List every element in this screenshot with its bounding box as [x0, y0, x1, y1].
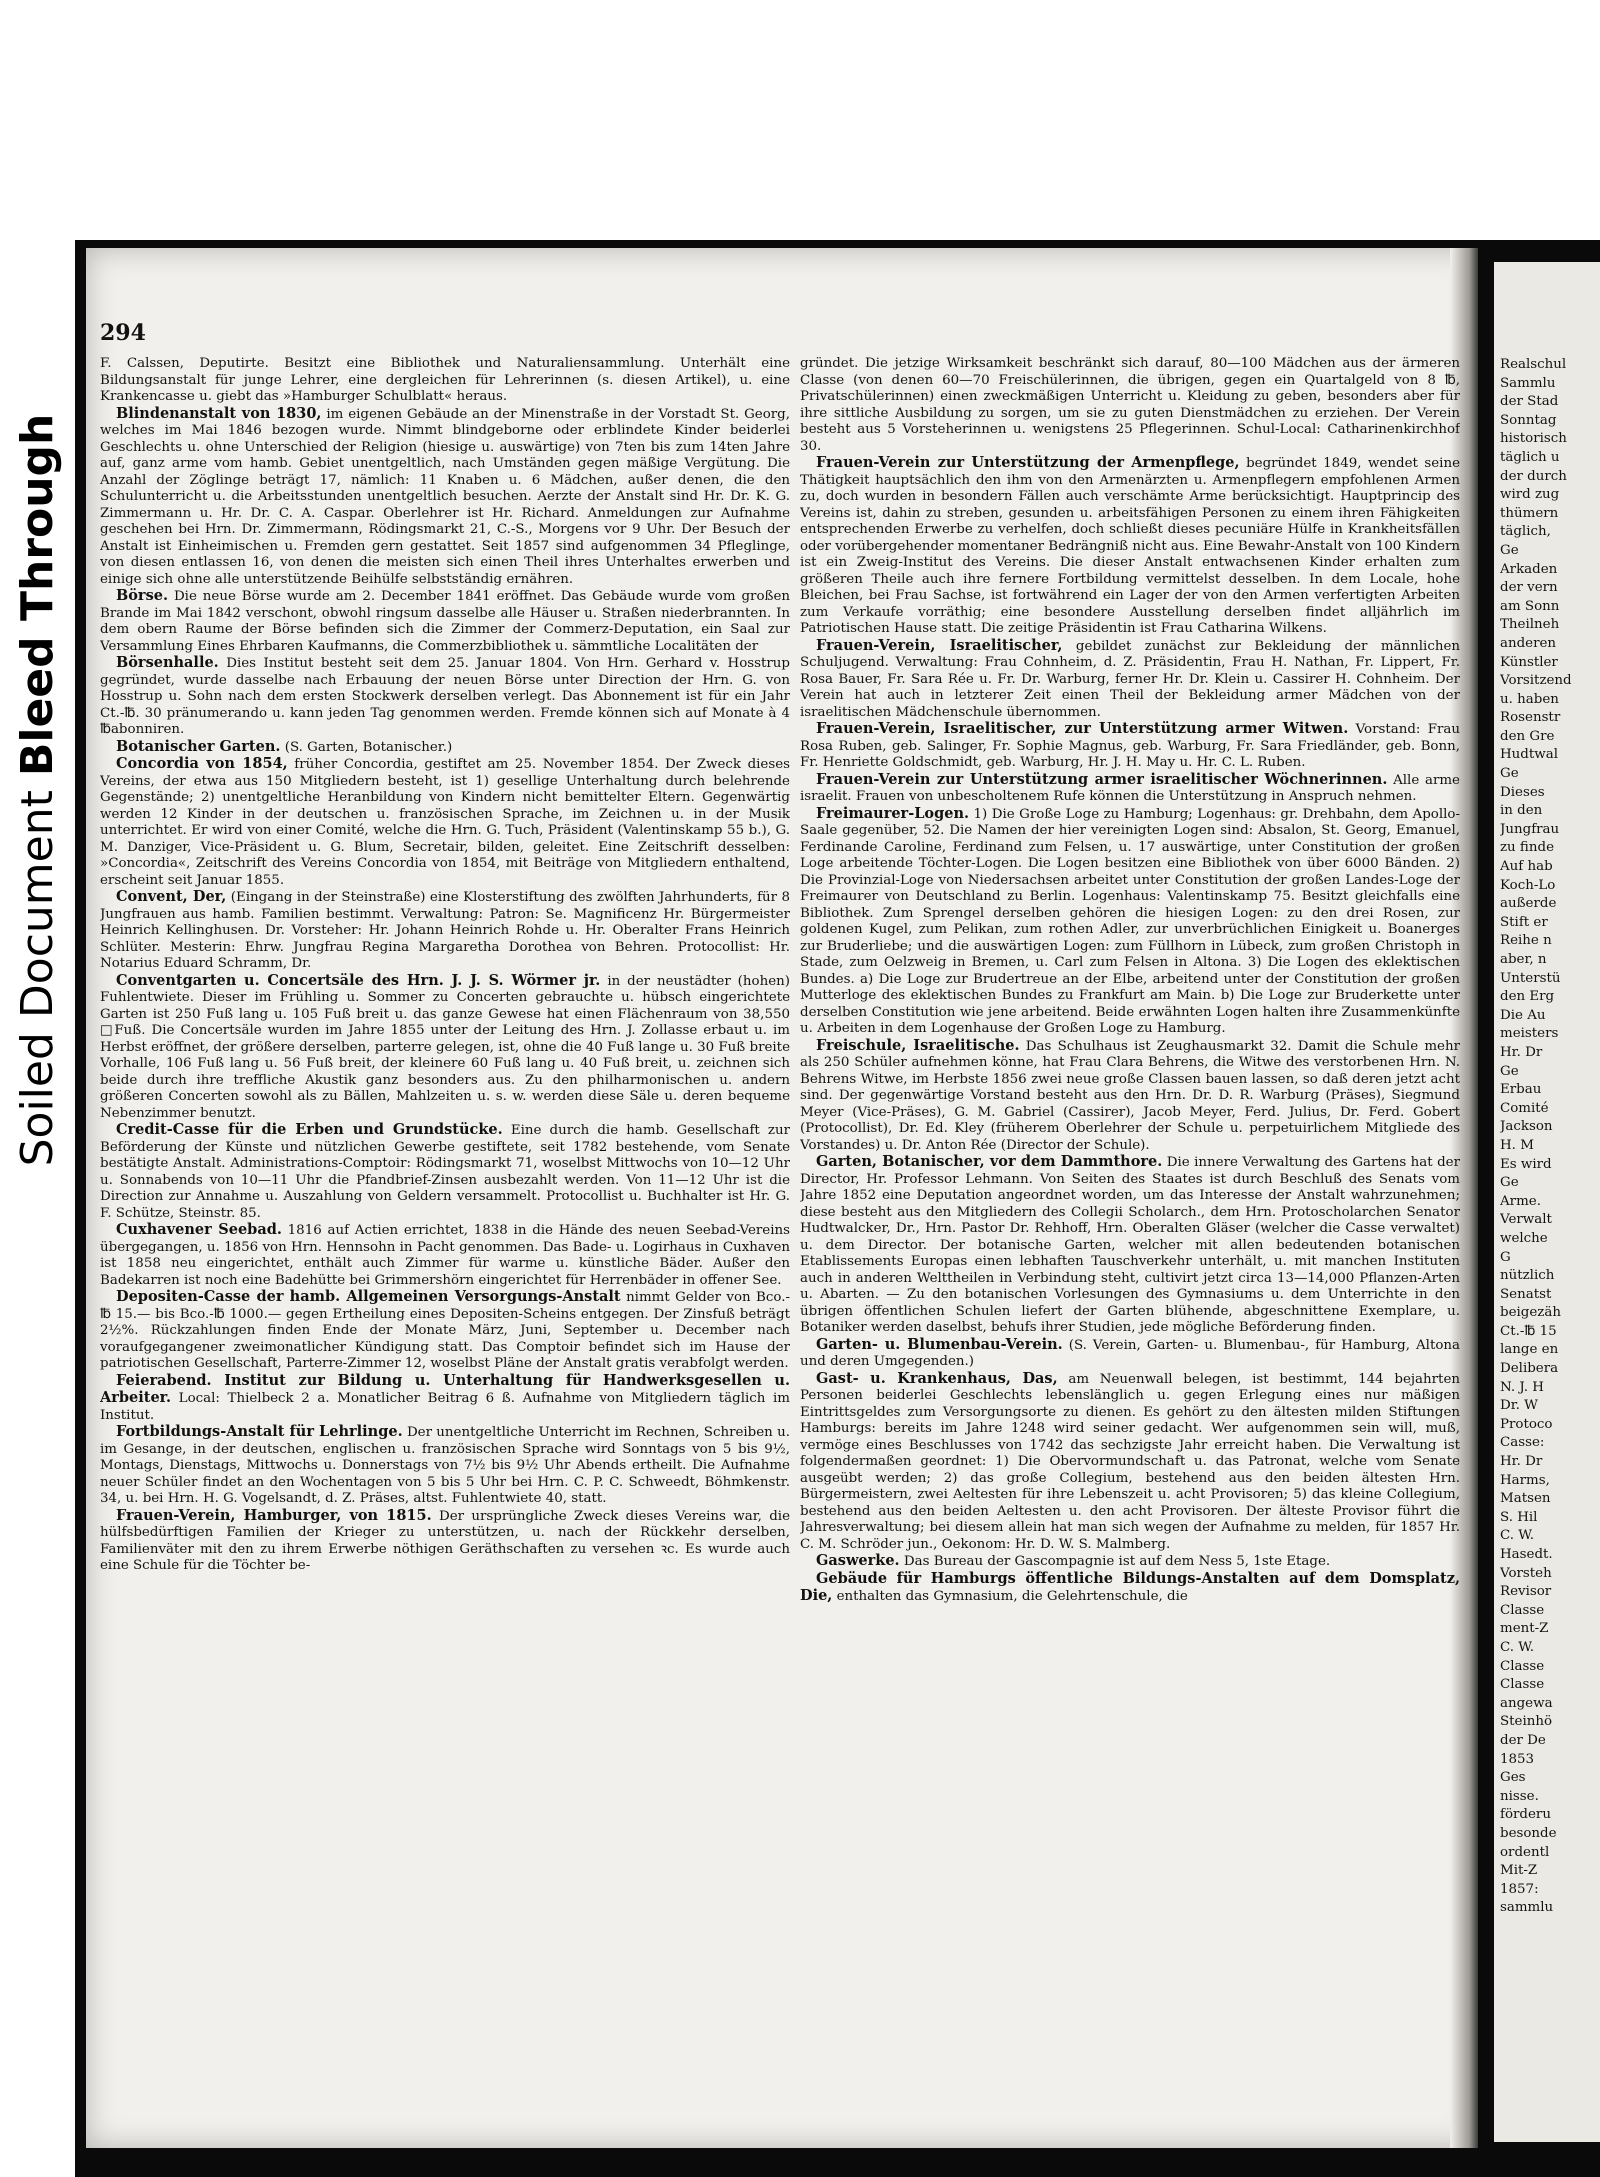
right-page-fragment: u. haben	[1500, 691, 1559, 707]
entry	[100, 1289, 790, 1373]
entry	[800, 1553, 1460, 1571]
entry-heading: Freimaurer-Logen.	[816, 804, 970, 822]
right-page-fragment: Ge	[1500, 1175, 1519, 1191]
right-page-fragment: Es wird	[1500, 1156, 1552, 1172]
right-page-fragment: C. W.	[1500, 1639, 1534, 1655]
entry-heading: Garten- u. Blumenbau-Verein.	[816, 1335, 1063, 1353]
entry-heading: Freischule, Israelitische.	[816, 1036, 1020, 1054]
right-page-fragment: N. J. H	[1500, 1379, 1544, 1395]
entry	[800, 1038, 1460, 1155]
right-page-fragment: C. W.	[1500, 1528, 1534, 1544]
right-page-fragment: zu finde	[1500, 840, 1554, 856]
entry-heading: Frauen-Verein, Hamburger, von 1815.	[116, 1506, 432, 1524]
entry	[100, 1222, 790, 1289]
entry-text: Das Bureau der Gascompagnie ist auf dem Ness 5, 1ste Etage.	[903, 1554, 1331, 1569]
right-page-fragment: täglich,	[1500, 524, 1551, 540]
entry	[800, 806, 1460, 1038]
entry-heading: Frauen-Verein, Israelitischer, zur Unterstützung armer Witwen.	[816, 720, 1349, 737]
entry	[100, 1122, 790, 1222]
entry-text: F. Calssen, Deputirte. Besitzt eine Bibliothek und Naturaliensammlung. Unterhält eine Bildungsanstalt für junge Lehrer, eine dergleichen für Lehrerinnen (s. diesen Artikel), u. eine Krankencasse u. giebt das »Hamburger Schulblatt« heraus.	[100, 356, 790, 404]
right-page-fragment: Hr. Dr	[1500, 1044, 1543, 1060]
entry-text: Das Schulhaus ist Zeughausmarkt 32. Damit die Schule mehr als 250 Schüler aufnehmen könne, hat Frau Clara Behrens, die Witwe des verstorbenen Hrn. N. Behrens Witwe, im Herbste 1856 zwei neue große Classen bauen lassen, so daß deren jetzt acht sind. Der gegenwärtige Vorstand besteht aus den Hrn. Dr. D. R. Warburg (Präses), Siegmund Meyer (Vice-Präses), G. M. Gabriel (Cassirer), Jacob Meyer, Ferd. Julius, Dr. Ferd. Gobert (Protocollist), Dr. Ed. Kley (früherem Oberlehrer der Schule u. perpetuirlichem Mitgliede des Vorstandes) u. Dr. Anton Rée (Director der Schule).	[800, 1038, 1460, 1153]
right-page-fragment: den Gre	[1500, 728, 1555, 744]
right-page-fragment: lange en	[1500, 1342, 1559, 1358]
entry-text: gründet. Die jetzige Wirksamkeit beschränkt sich darauf, 80—100 Mädchen aus der ärmeren Classe (von denen 60—70 Freischülerinnen, die übrigen, gegen ein Quartalgeld von 8 ℔, Privatschülerinnen) einen zweckmäßigen Unterricht u. Kleidung zu geben, besonders aber für ihre sittliche Ausbildung zu sorgen, um sie zu guten Dienstmädchen zu erziehen. Der Verein besteht aus 5 Vorsteherinnen u. wenigstens 25 Pflegerinnen. Schul-Local: Catharinenkirchhof 30.	[800, 356, 1460, 454]
right-page-fragment: Rosenstr	[1500, 710, 1561, 726]
entry-text: in der neustädter (hohen) Fuhlentwiete. Dieser im Frühling u. Sommer zu Concerten gebrauchte u. hübsch eingerichtete Garten ist 250 Fuß lang u. 105 Fuß breit u. das ganze Gewese hat einen Flächenraum von 38,550 □Fuß. Die Concertsäle wurden im Jahre 1855 unter der Leitung des Hrn. J. Zollasse erbaut u. im Herbst eröffnet, der größere derselben, parterre gelegen, ist, ohne die 40 Fuß lange u. 30 Fuß breite Vorhalle, 106 Fuß lang u. 56 Fuß breit, der kleinere 60 Fuß lang u. 40 Fuß breit, u. zeichnen sich beide durch ihre treffliche Akustik ganz besonders aus. Zu den philharmonischen u. andern größeren Concerten sowohl als zu Bällen, Mahlzeiten u. s. w. werden diese Säle u. deren bequeme Nebenzimmer benutzt.	[100, 973, 790, 1121]
entry	[100, 356, 790, 406]
right-page-fragment: Unterstü	[1500, 970, 1561, 986]
entry-text: Alle arme israelit. Frauen von unbescholtenem Rufe können die Unterstützung in Anspruch nehmen.	[800, 772, 1460, 804]
right-page-fragment: besonde	[1500, 1825, 1557, 1841]
entry-heading: Frauen-Verein zur Unterstützung armer israelitischer Wöchnerinnen.	[816, 770, 1388, 788]
entry-heading: Börse.	[116, 587, 169, 604]
entry	[800, 455, 1460, 638]
entry	[100, 1373, 790, 1425]
right-page-fragment: Vorsteh	[1500, 1565, 1552, 1581]
entry-text: gebildet zunächst zur Bekleidung der männlichen Schuljugend. Verwaltung: Frau Cohnheim, d. Z. Präsidentin, Frau H. Nathan, Fr. Lippert, Fr. Rosa Bauer, Fr. Sara Rée u. Fr. Dr. Warburg, ferner Hr. Dr. Klein u. Cassirer H. Cohnheim. Der Verein hat auch in letzterer Zeit einen Theil der Bekleidung armer Mädchen von der israelitischen Mädchenschule übernommen.	[800, 638, 1460, 720]
entry	[100, 1508, 790, 1575]
right-page-fragment: welche	[1500, 1230, 1548, 1246]
right-page-fragment: Koch-Lo	[1500, 877, 1556, 893]
right-page-fragment: Casse:	[1500, 1435, 1545, 1451]
right-page-fragment: aber, n	[1500, 952, 1547, 967]
entry-heading: Feierabend. Institut zur Bildung u. Unterhaltung für Handwerksgesellen u. Arbeiter.	[100, 1371, 790, 1406]
right-page-fragment: Ges	[1500, 1770, 1526, 1786]
entry-heading: Credit-Casse für die Erben und Grundstücke.	[116, 1121, 503, 1138]
right-page-fragment: Realschul	[1500, 357, 1567, 372]
right-page-fragment: Classe	[1500, 1677, 1545, 1693]
right-page-fragment: förderu	[1500, 1807, 1551, 1823]
right-page-fragment: Reihe n	[1500, 933, 1552, 949]
right-page-fragment: meisters	[1500, 1026, 1559, 1042]
right-page-fragment: außerde	[1500, 896, 1557, 912]
right-page-fragment: der durch	[1500, 468, 1567, 484]
page-number: 294	[100, 320, 146, 346]
right-page-fragment: Erbau	[1500, 1082, 1542, 1098]
right-page-fragment: Die Au	[1500, 1007, 1546, 1023]
entry-heading: Botanischer Garten.	[116, 737, 281, 755]
right-page-fragment: Classe	[1500, 1602, 1545, 1618]
entry	[100, 889, 790, 973]
entry-text: begründet 1849, wendet seine Thätigkeit hauptsächlich den ihm von den Armenärzten u. Armenpflegern empfohlenen Armen zu, doch wurden in besondern Fällen auch verschämte Arme berücksichtigt. Hauptprincip des Vereins ist, dahin zu streben, gesunden u. arbeitsfähigen Personen zu einem ihren Fähigkeiten entsprechenden Erwerbe zu verhelfen, doch schließt dieses pecuniäre Hülfe in Krankheitsfällen oder vorübergehender momentaner Bedrängniß nicht aus. Eine Bewahr-Anstalt von 100 Kindern ist ein Zweig-Institut des Vereins. Die dieser Anstalt entwachsenen Kinder erhalten zum größeren Theile auch ihre fernere Fortbildung vermittelst desselben. In dem Locale, hohe Bleichen, bei Frau Sachse, ist fortwährend ein Lager der von den Armen verfertigten Arbeiten zum Verkaufe vorräthig; eine besondere Ausstellung derselben findet alljährlich im Patriotischen Hause statt. Die zeitige Präsidentin ist Frau Catharina Wilkens.	[800, 456, 1460, 636]
right-page-fragment: historisch	[1500, 431, 1567, 447]
entry-text: (S. Garten, Botanischer.)	[284, 739, 453, 755]
right-page-fragment: Ct.-℔ 15	[1500, 1323, 1557, 1339]
entry-heading: Convent, Der,	[116, 888, 227, 905]
right-page-fragment: Harms,	[1500, 1472, 1550, 1488]
entry	[100, 739, 790, 757]
right-page-fragment: Auf hab	[1500, 859, 1553, 875]
right-page-fragment: Classe	[1500, 1658, 1545, 1674]
right-page-fragment: 1857:	[1500, 1881, 1539, 1897]
entry-heading: Gast- u. Krankenhaus, Das,	[816, 1369, 1058, 1387]
right-page-fragment: beigezäh	[1500, 1305, 1561, 1321]
right-page-fragment: anderen	[1500, 635, 1557, 651]
right-page-fragment: Arkaden	[1500, 561, 1558, 577]
right-page-fragment: Ge	[1500, 766, 1519, 782]
entry-heading: Blindenanstalt von 1830,	[116, 404, 322, 422]
entry-heading: Garten, Botanischer, vor dem Dammthore.	[816, 1153, 1163, 1170]
right-page-fragment: G	[1500, 1249, 1511, 1265]
right-page-fragment: in den	[1500, 803, 1543, 819]
entry	[800, 1337, 1460, 1371]
entry	[100, 756, 790, 889]
entry	[800, 721, 1460, 772]
right-text-column	[800, 356, 1460, 2116]
right-page-fragment: wird zug	[1500, 487, 1560, 503]
right-page-text-fragments	[1500, 356, 1600, 2116]
right-page-fragment: Steinhö	[1500, 1714, 1553, 1730]
entry-text: enthalten das Gymnasium, die Gelehrtenschule, die	[836, 1589, 1188, 1604]
entry-heading: Frauen-Verein zur Unterstützung der Armenpflege,	[816, 454, 1240, 471]
right-page-fragment: Ge	[1500, 542, 1519, 558]
entry	[800, 772, 1460, 806]
watermark-prefix: Soiled Document	[11, 790, 63, 1167]
entry-heading: Frauen-Verein, Israelitischer,	[816, 636, 1063, 654]
entry	[100, 973, 790, 1123]
right-page-fragment: Künstler	[1500, 654, 1558, 670]
right-page-fragment: thümern	[1500, 505, 1559, 521]
entry	[100, 588, 790, 655]
entry-text: am Neuenwall belegen, ist bestimmt, 144 bejahrten Personen beiderlei Geschlechts lebenslänglich u. gegen Erlegung eines nur mäßigen Eintrittsgeldes zum Versorgungsorte zu dienen. Es gehört zu den ältesten milden Stiftungen Hamburgs: bereits im Jahre 1248 wird seiner gedacht. Wer aufgenommen sein will, muß, vermöge eines Beschlusses von 1742 das sechzigste Jahr erreicht haben. Die Verwaltung ist folgendermaßen geordnet: 1) Die Obervormundschaft u. das Patronat, welche vom Senate ausgeübt werden; 2) das große Collegium, bestehend aus den beiden ältesten Hrn. Bürgermeistern, zwei Aeltesten für ihre Lebenszeit u. acht Provisoren; 5) das kleine Collegium, bestehend aus den beiden Aeltesten u. den acht Provisoren. Der älteste Provisor führt die Jahresverwaltung; bei diesem allein hat man sich wegen der Aufnahme zu melden, für 1857 Hr. C. M. Schröder jun., Oekonom: Hr. D. W. S. Malmberg.	[800, 1371, 1460, 1552]
right-page-fragment: Mit-Z	[1500, 1863, 1538, 1879]
entry-text: Dies Institut besteht seit dem 25. Januar 1804. Von Hrn. Gerhard v. Hosstrup gegründet, wurde dasselbe nach Erbauung der neuen Börse unter Direction der Hrn. G. von Hosstrup u. Sohn nach dem ersten Stockwerk derselben verlegt. Das Abonnement ist für ein Jahr Ct.-℔. 30 pränumerando u. kann jeden Tag genommen werden. Fremde können sich auf Monate à 4 ℔abonniren.	[100, 656, 790, 737]
right-page-fragment: Hudtwal	[1500, 747, 1558, 763]
entry	[800, 1571, 1460, 1606]
entry-text: früher Concordia, gestiftet am 25. November 1854. Der Zweck dieses Vereins, der etwa aus 150 Mitgliedern besteht, ist 1) gesellige Unterhaltung durch belehrende Gegenstände; 2) unentgeltliche Heranbildung von Kindern nicht bemittelter Eltern. Gegenwärtig werden 12 Kinder in der deutschen u. französischen Sprache, im Zeichnen u. in der Musik unterrichtet. Er wird von einer Comité, welche die Hrn. G. Tuch, Präsident (Valentinskamp 55 b.), G. M. Danziger, Vice-Präsident u. G. Blum, Secretair, bilden, geleitet. Eine Zeitschrift desselben: »Concordia«, Zeitschrift des Vereins Concordia von 1854, mit Beiträge von Mitgliedern enthaltend, erscheint seit Januar 1855.	[100, 757, 790, 888]
entry	[100, 655, 790, 739]
right-page-fragment: Verwalt	[1500, 1212, 1552, 1228]
entry-text: Der unentgeltliche Unterricht im Rechnen, Schreiben u. im Gesange, in der deutschen, englischen u. französischen Sprache wird Sonntags von 5 bis 9½, Montags, Dienstags, Mittwochs u. Donnerstags von 7½ bis 9½ Uhr Abends ertheilt. Die Aufnahme neuer Schüler findet an den Wochentagen von 5 bis 5 Uhr bei Hrn. C. P. C. Schweedt, Böhmkenstr. 34, u. bei Hrn. H. G. Vogelsandt, d. Z. Präses, altst. Fuhlentwiete 40, statt.	[100, 1425, 790, 1506]
entry-text: Local: Thielbeck 2 a. Monatlicher Beitrag 6 ß. Aufnahme von Mitgliedern täglich im Institut.	[100, 1391, 790, 1423]
entry-heading: Depositen-Casse der hamb. Allgemeinen Versorgungs-Anstalt	[116, 1288, 621, 1305]
right-page-fragment: der De	[1500, 1732, 1546, 1748]
right-page-fragment: Jackson	[1500, 1119, 1553, 1135]
right-page-fragment: Vorsitzend	[1500, 673, 1572, 689]
right-page-fragment: H. M	[1500, 1137, 1534, 1153]
right-page-fragment: Delibera	[1500, 1361, 1559, 1377]
entry-heading: Fortbildungs-Anstalt für Lehrlinge.	[116, 1423, 403, 1440]
entry	[800, 356, 1460, 455]
right-page-fragment: Arme.	[1500, 1193, 1541, 1209]
right-page-fragment: Senatst	[1500, 1286, 1552, 1302]
entry-text: Eine durch die hamb. Gesellschaft zur Beförderung der Künste und nützlichen Gewerbe gestiftete, seit 1782 bestehende, vom Senate bestätigte Anstalt. Administrations-Comptoir: Rödingsmarkt 71, woselbst Mittwochs von 10—12 Uhr u. Sonnabends von 10—11 Uhr die Pfandbrief-Zinsen ausbezahlt werden. Von 11—12 Uhr ist die Direction zur Annahme u. Auszahlung von Geldern versammelt. Protocollist u. Buchhalter ist Hr. G. F. Schütze, Steinstr. 85.	[100, 1123, 790, 1221]
entry-text: (S. Verein, Garten- u. Blumenbau-, für Hamburg, Altona und deren Umgegenden.)	[800, 1337, 1460, 1369]
entry-heading: Concordia von 1854,	[116, 755, 288, 772]
right-page-fragment: Sammlu	[1500, 375, 1556, 391]
right-page-fragment: Ge	[1500, 1063, 1519, 1079]
right-page-fragment: S. Hil	[1500, 1509, 1538, 1525]
entry-heading: Börsenhalle.	[116, 654, 219, 671]
entry	[800, 1154, 1460, 1337]
right-page-fragment: ment-Z	[1500, 1621, 1549, 1637]
right-page-fragment: 1853	[1500, 1751, 1535, 1767]
entry-text: Die innere Verwaltung des Gartens hat der Director, Hr. Professor Lehmann. Von Seiten des Staates ist durch Beschluß des Senats vom Jahre 1852 eine Deputation angeordnet worden, um das Interesse der Anstalt wahrzunehmen; diese besteht aus den Mitgliedern des Collegii Scholarch., dem Hrn. Protoscholarchen Senator Hudtwalcker, Dr., Hrn. Pastor Dr. Rehhoff, Hrn. Oberalten Gläser (welcher die Casse verwaltet) u. dem Director. Der botanische Garten, welcher mit allen bedeutenden botanischen Etablissements Europas einen lebhaften Tauschverkehr unterhält, u. mit manchen Instituten auch in anderen Welttheilen in Verbindung steht, cultivirt jetzt circa 13—14,000 Pflanzen-Arten u. Abarten. — Zu den botanischen Vorlesungen des Gymnasiums u. dem Unterrichte in den übrigen öffentlichen Schulen liefert der Garten blühende, abgeschnittene Exemplare, u. Botaniker werden daselbst, behufs ihrer Studien, jede mögliche Beförderung finden.	[800, 1155, 1460, 1335]
left-text-column	[100, 356, 790, 2116]
entry-heading: Cuxhavener Seebad.	[116, 1221, 282, 1238]
right-page-fragment: Sonntag	[1500, 412, 1557, 428]
right-page-fragment: Matsen	[1500, 1491, 1551, 1507]
entry	[100, 406, 790, 589]
right-page-fragment: Comité	[1500, 1100, 1549, 1116]
watermark-label	[12, 90, 62, 1490]
entry-text: 1816 auf Actien errichtet, 1838 in die Hände des neuen Seebad-Vereins übergegangen, u. 1856 von Hrn. Hennsohn in Pacht genommen. Das Bade- u. Logirhaus in Cuxhaven ist 1858 neu eingerichtet, enthält auch Zimmer für warme u. künstliche Bäder. Außer den Badekarren ist noch eine Badehütte bei Grimmershörn eingerichtet für Herrenbäder in offener See.	[100, 1223, 790, 1288]
right-page-fragment: ordentl	[1500, 1844, 1550, 1860]
entry-text: (Eingang in der Steinstraße) eine Klosterstiftung des zwölften Jahrhunderts, für 8 Jungfrauen aus hamb. Familien bestimmt. Verwaltung: Patron: Se. Magnificenz Hr. Bürgermeister Heinrich Kellinghusen. Dr. Vorsteher: Hr. Johann Heinrich Rohde u. Hr. Oberalter Frans Heinrich Schlüter. Mesterin: Ehrw. Jungfrau Regina Margaretha Dorothea von Behren. Protocollist: Hr. Notarius Eduard Schramm, Dr.	[100, 890, 790, 971]
right-page-fragment: angewa	[1500, 1695, 1553, 1711]
right-page-fragment: Jungfrau	[1500, 821, 1560, 837]
right-page-fragment: am Sonn	[1500, 598, 1560, 614]
entry-heading: Conventgarten u. Concertsäle des Hrn. J. J. S. Wörmer jr.	[116, 971, 601, 989]
entry	[800, 1371, 1460, 1554]
entry-text: Die neue Börse wurde am 2. December 1841 eröffnet. Das Gebäude wurde vom großen Brande im Mai 1842 verschont, obwohl ringsum dasselbe alle Häuser u. Straßen niederbrannten. In dem obern Raume der Börse befinden sich die Zimmer der Commerz-Deputation, ein Saal zur Versammlung Eines Ehrbaren Kaufmanns, die Commerzbibliothek u. sämmtliche Localitäten der	[100, 589, 790, 654]
right-page-fragment: Theilneh	[1500, 617, 1560, 633]
right-page-fragment: Protoco	[1500, 1416, 1553, 1432]
entry-text: Der ursprüngliche Zweck dieses Vereins war, die hülfsbedürftigen Familien der Krieger zu unterstützen, u. nach der Rückkehr derselben, Familienväter mit den zu ihrem Erwerbe nöthigen Geräthschaften zu versehen ꝛc. Es wurde auch eine Schule für die Töchter be-	[100, 1508, 790, 1573]
entry-text: Vorstand: Frau Rosa Ruben, geb. Salinger, Fr. Sophie Magnus, geb. Warburg, Fr. Sara Friedländer, geb. Bonn, Fr. Henriette Goldschmidt, geb. Warburg, Hr. J. H. May u. Hr. C. L. Ruben.	[800, 722, 1460, 770]
watermark-emphasis: Bleed Through	[11, 413, 63, 777]
right-page-fragment: Revisor	[1500, 1584, 1552, 1600]
right-page-fragment: der vern	[1500, 580, 1558, 596]
entry	[100, 1424, 790, 1508]
entry-heading: Gaswerke.	[816, 1552, 900, 1569]
right-page-fragment: der Stad	[1500, 394, 1559, 410]
entry-text: 1) Die Große Loge zu Hamburg; Logenhaus: gr. Drehbahn, dem Apollo-Saale gegenüber, 52. Die Namen der hier vereinigten Logen sind: Absalon, St. Georg, Emanuel, Ferdinande Caroline, Ferdinand zum Felsen, u. 17 auswärtige, unter Constitution der großen Loge arbeitende Töchter-Logen. Die Logen besitzen eine Bibliothek von über 6000 Bänden. 2) Die Provinzial-Loge von Niedersachsen arbeitet unter Constitution der großen Landes-Loge der Freimaurer von Deutschland zu Berlin. Logenhaus: Valentinskamp 75. Besitzt gleichfalls eine Bibliothek. Zum Sprengel derselben gehören die hiesigen Logen: zu den drei Rosen, zur goldenen Kugel, zum Pelikan, zum rothen Adler, zur unverbrüchlichen Einigkeit u. Boanerges zur Bruderliebe; und die auswärtigen Logen: zum Füllhorn in Lübeck, zum großen Christoph in Stade, zum Oelzweig in Bremen, u. Carl zum Felsen in Altona. 3) Die Logen des eklektischen Bundes. a) Die Loge zur Brudertreue an der Elbe, arbeitend unter der Constitution der großen Mutterloge des eklektischen Bundes zu Frankfurt am Main. b) Die Loge zur Bruderkette unter derselben Constitution wie jene arbeitend. Beide erwähnten Logen halten ihre Zusammenkünfte u. Arbeiten in dem Logenhause der Großen Loge zu Hamburg.	[800, 806, 1460, 1036]
right-page-fragment: Stift er	[1500, 914, 1548, 930]
entry-text: nimmt Gelder von Bco.-℔ 15.— bis Bco.-℔ 1000.— gegen Ertheilung eines Depositen-Scheins entgegen. Der Zinsfuß beträgt 2½%. Rückzahlungen finden Ende der Monate März, Juni, September u. December nach voraufgegangener zweimonatlicher Kündigung statt. Das Comptoir befindet sich im Hause der patriotischen Gesellschaft, Parterre-Zimmer 12, woselbst Pläne der Anstalt gratis verabfolgt werden.	[100, 1290, 790, 1371]
right-page-fragment: Dr. W	[1500, 1398, 1538, 1414]
right-page-fragment: nisse.	[1500, 1788, 1539, 1804]
entry-text: im eigenen Gebäude an der Minenstraße in der Vorstadt St. Georg, welches im Mai 1846 bezogen wurde. Nimmt blindgeborne oder erblindete Kinder beiderlei Geschlechts u. ohne Unterschied der Religion (hiesige u. auswärtige) von 7ten bis zum 14ten Jahre auf, ganz arme vom hamb. Gebiet unentgeltlich, nach Umständen gegen mäßige Vergütung. Die Anzahl der Zöglinge beträgt 17, nämlich: 11 Knaben u. 6 Mädchen, außer denen, die den Schulunterricht u. die Arbeitsstunden unentgeltlich besuchen. Aerzte der Anstalt sind Hr. Dr. K. G. Zimmermann u. Hr. Dr. C. A. Caspar. Oberlehrer ist Hr. Richard. Anmeldungen zur Aufnahme geschehen bei Hrn. Dr. Zimmermann, Rödingsmarkt 21, C.-S., Morgens vor 9 Uhr. Der Besuch der Anstalt ist Einheimischen u. Fremden gern gestattet. Seit 1857 sind aufgenommen 34 Pfleglinge, von diesen entlassen 16, von denen die meisten sich einen Theil ihres Unterhaltes erwerben und einige sich ohne alle unterstützende Beihülfe selbstständig ernähren.	[100, 406, 790, 587]
right-page-fragment: Hasedt.	[1500, 1547, 1553, 1562]
right-page-fragment: sammlu	[1500, 1900, 1554, 1916]
entry	[800, 638, 1460, 722]
right-page-fragment: Dieses	[1500, 784, 1545, 800]
right-page-fragment: täglich u	[1500, 449, 1560, 465]
right-page-fragment: Hr. Dr	[1500, 1454, 1543, 1470]
right-page-fragment: den Erg	[1500, 989, 1555, 1005]
right-page-fragment: nützlich	[1500, 1268, 1555, 1284]
entry-heading: Gebäude für Hamburgs öffentliche Bildungs-Anstalten auf dem Domsplatz, Die,	[800, 1569, 1460, 1604]
